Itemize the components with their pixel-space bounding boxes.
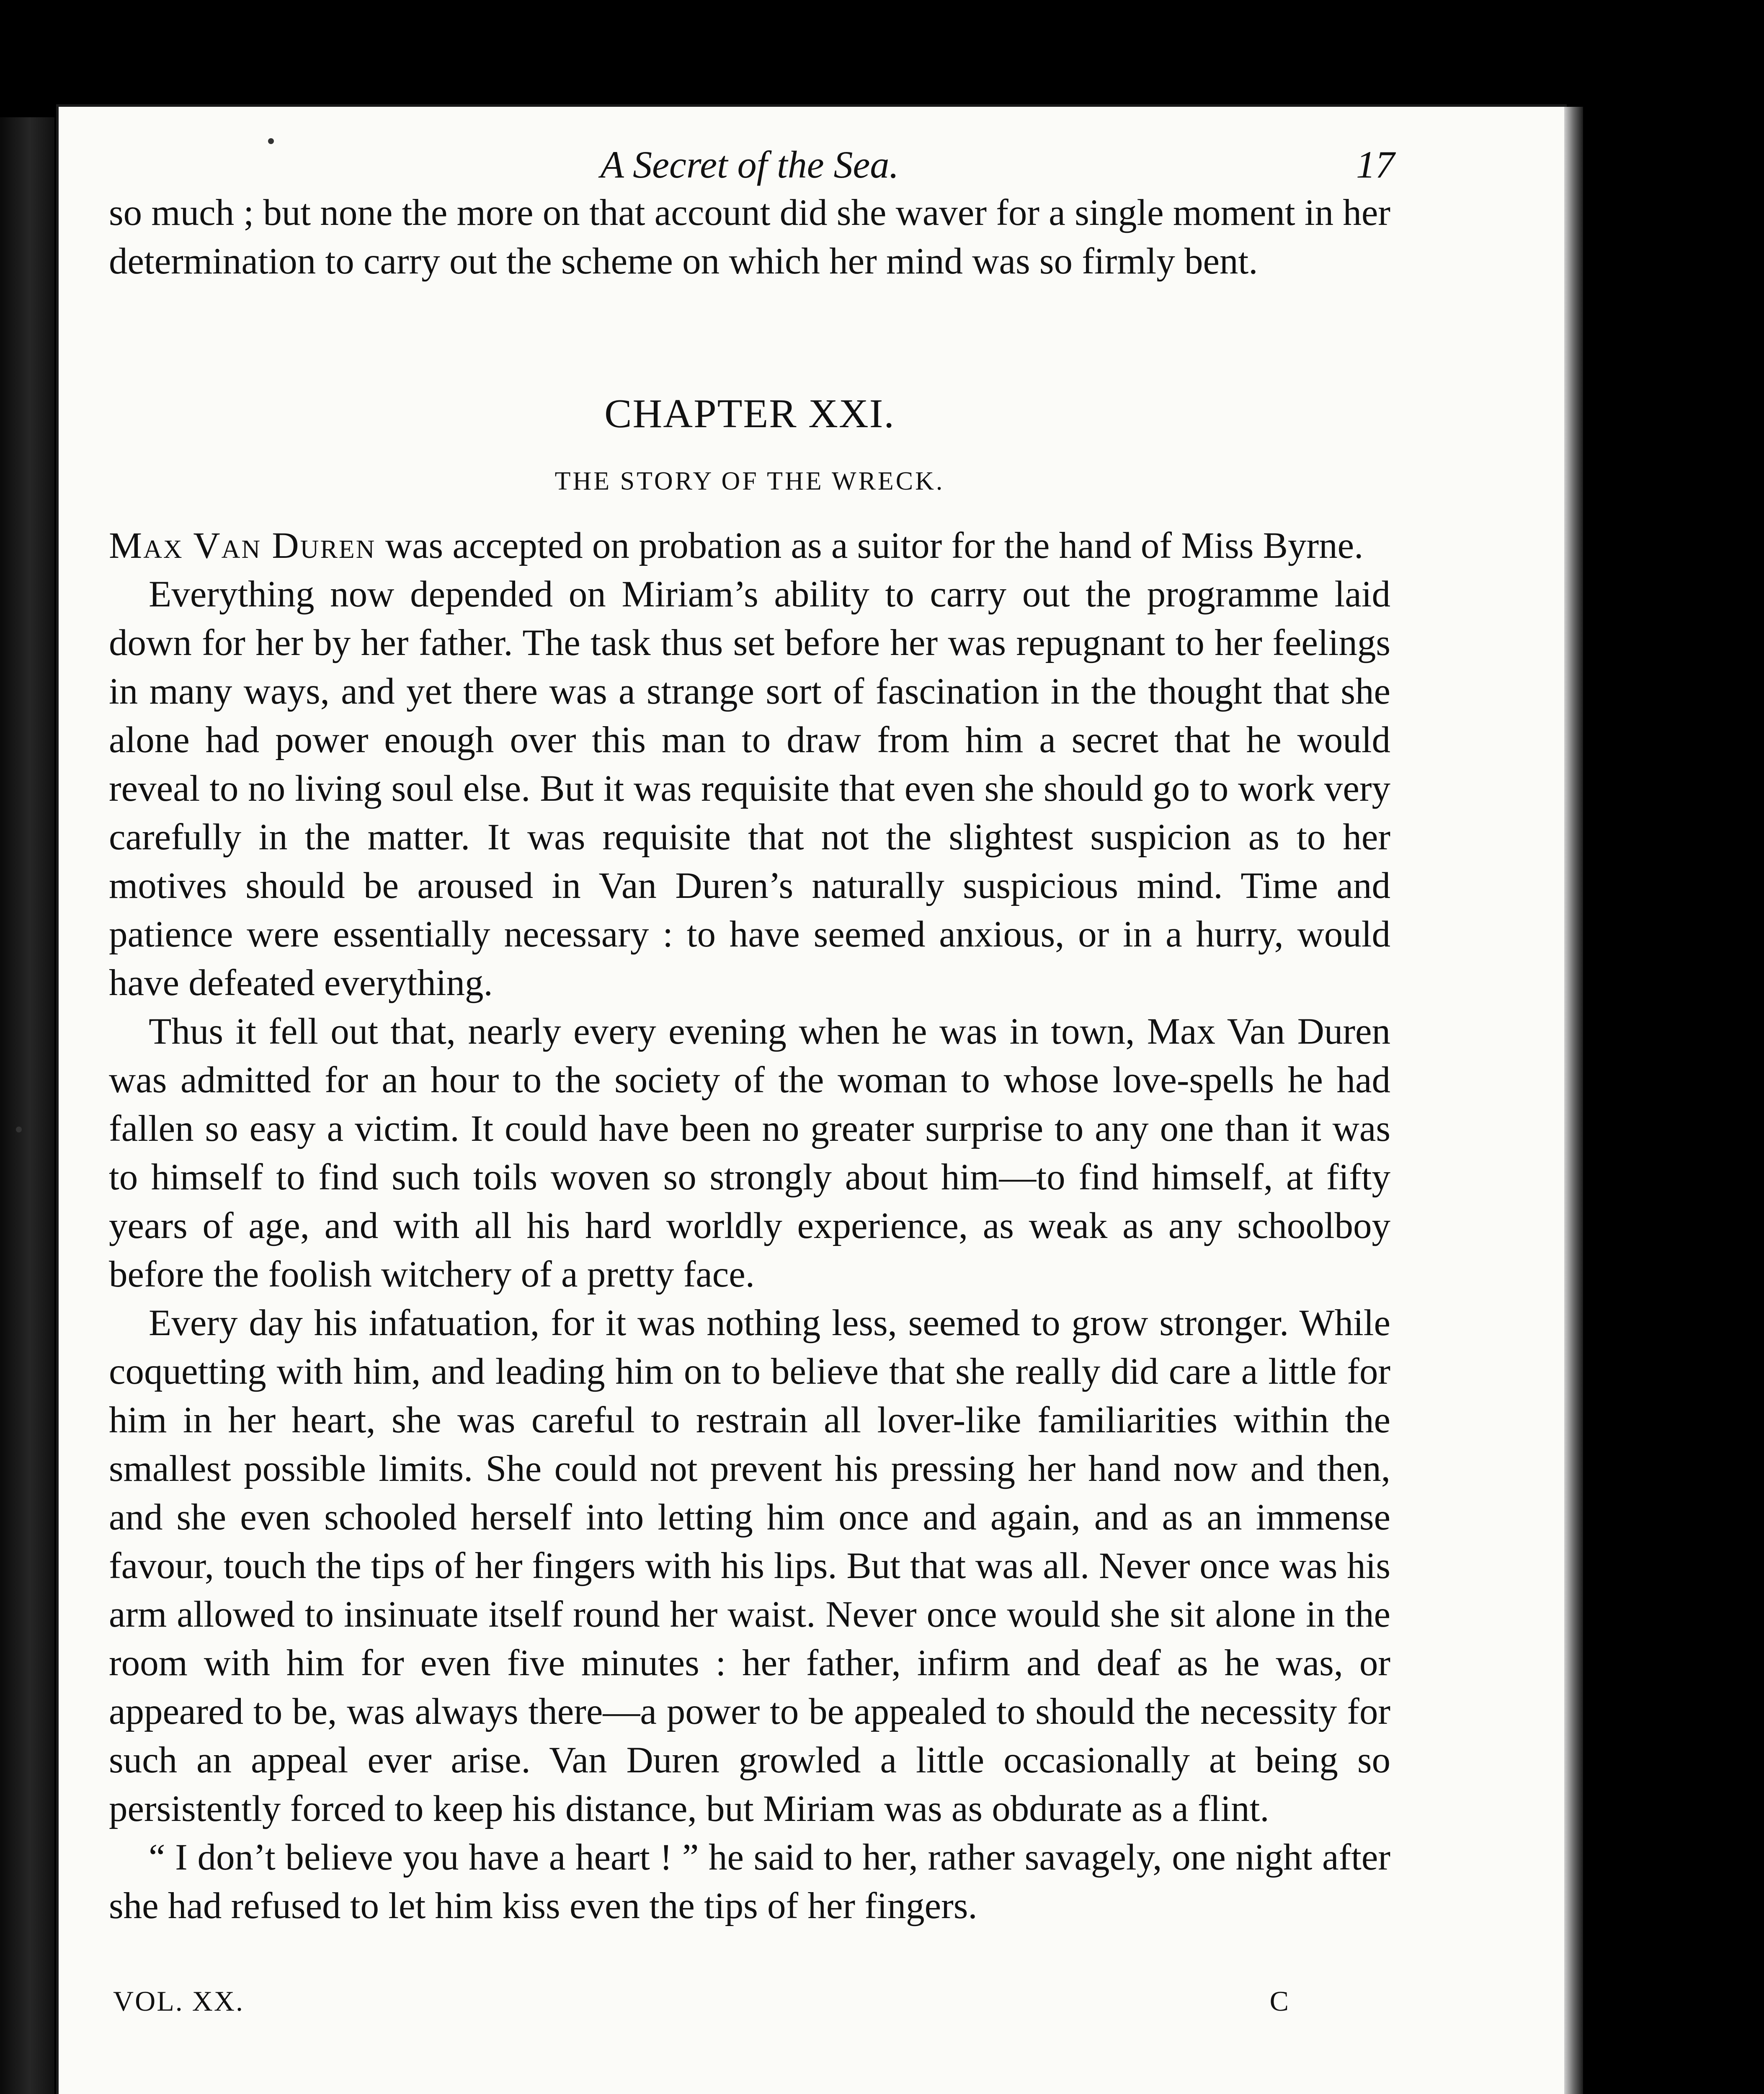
paragraph: Every day his infatuation, for it was nothing less, seemed to grow stronger. While coquetting with him, and leading him on to believe that she really did care a little for him in her heart, she was careful to restrain all lover-like familiarities within the smallest possible limits. She could not prevent his pressing her hand now and then, and she even schooled herself into letting him once and again, and as an immense favour, touch the tips of her fingers with his lips. But that was all. Never once was his arm allowed to insinuate itself round her waist. Never once would she sit alone in the room with him for even five minutes : her father, infirm and deaf as he was, or appeared to be, was always there—a power to be appealed to should the necessity for such an appeal ever arise. Van Duren growled a little occasionally at being so persistently forced to keep his distance, but Miriam was as obdurate as a flint. <box>109 1302 1390 1829</box>
volume-label: VOL. XX. <box>113 1985 244 2017</box>
print-speck <box>16 1127 22 1132</box>
paragraph: “ I don’t believe you have a heart ! ” he said to her, rather savagely, one night after she had refused to let him kiss even the tips of her fingers. <box>109 1837 1390 1926</box>
chapter-subtitle: THE STORY OF THE WRECK. <box>554 467 945 495</box>
opening-words: Max Van Duren <box>109 525 376 566</box>
opening-paragraph <box>109 521 1390 570</box>
paragraph: Thus it fell out that, nearly every evening when he was in town, Max Van Duren was admitted for an hour to the society of the woman to whose love-spells he had fallen so easy a victim. It could have been no greater surprise to any one than it was to himself to find such toils woven so strongly about him—to find himself, at fifty years of age, and with all his hard worldly experience, as weak as any schoolboy before the foolish witchery of a pretty face. <box>109 1011 1390 1295</box>
page-number: 17 <box>1356 143 1395 186</box>
running-head <box>109 126 1395 188</box>
paragraph: Everything now depended on Miriam’s ability to carry out the programme laid down for her by her father. The task thus set before her was repugnant to her feelings in many ways, and yet there was a strange sort of fascination in the thought that she alone had power enough over this man to draw from him a secret that he would reveal to no living soul else. But it was requisite that even she should go to work very carefully in the matter. It was requisite that not the slightest suspicion as to her motives should be aroused in Van Duren’s naturally suspicious mind. Time and patience were essentially necessary : to have seemed anxious, or in a hurry, would have defeated everything. <box>109 574 1390 1003</box>
opening-text: was accepted on probation as a suitor for the hand of Miss Byrne. <box>376 525 1364 566</box>
chapter-title: CHAPTER XXI. <box>604 391 895 436</box>
signature-mark: C <box>1269 1985 1290 2017</box>
running-title: A Secret of the Sea. <box>600 143 899 186</box>
left-page-edge <box>0 117 54 2094</box>
text-block <box>109 126 1395 2027</box>
page-footer <box>109 1985 1390 2027</box>
page-right-edge <box>1564 107 1583 2094</box>
paragraph: so much ; but none the more on that account did she waver for a single moment in her determination to carry out the scheme on which her mind was so firmly bent. <box>109 192 1390 282</box>
